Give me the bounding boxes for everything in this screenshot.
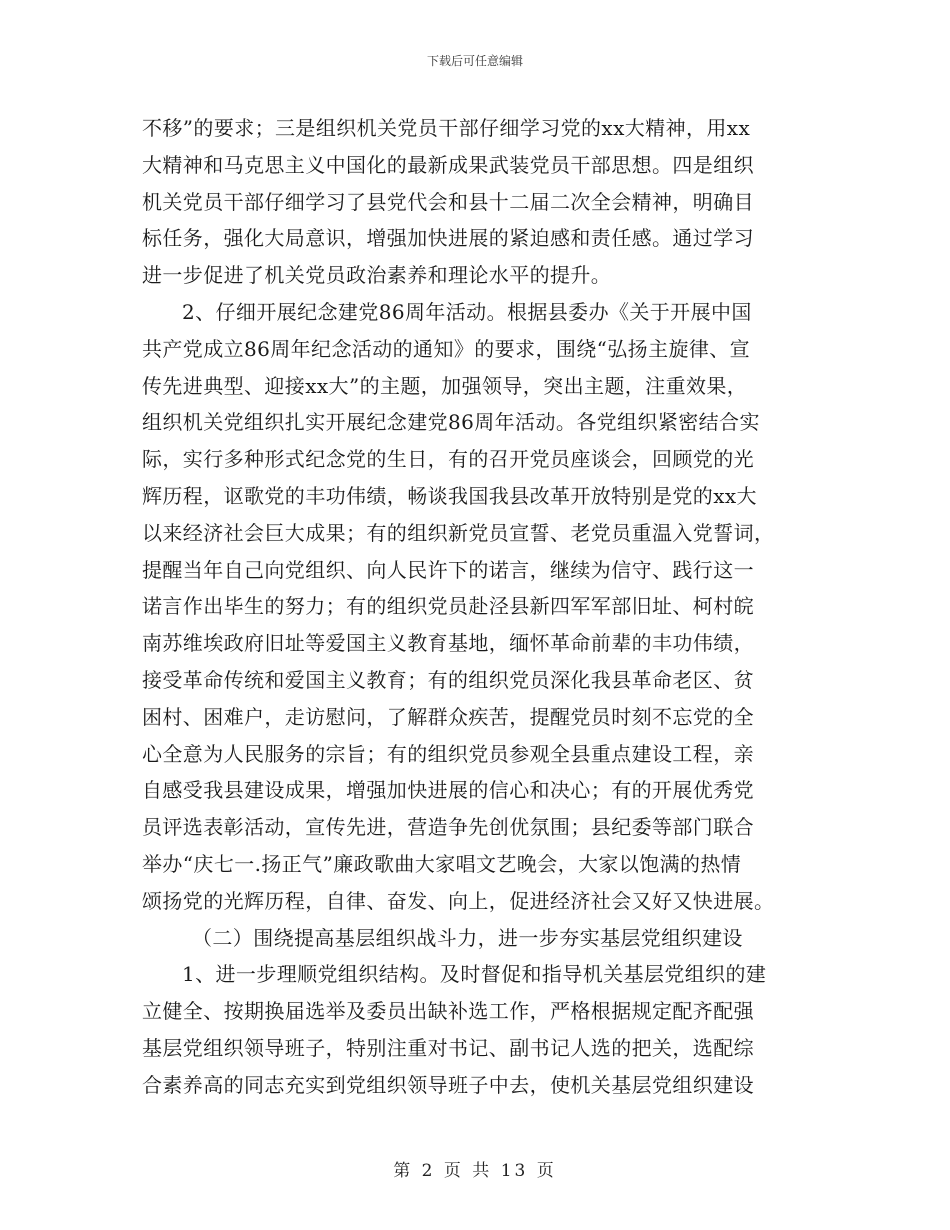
header-note: 下载后可任意编辑 — [426, 54, 523, 68]
body-line: 自感受我县建设成果，增强加快进展的信心和决心；有的开展优秀党 — [142, 778, 754, 803]
body-line: 困村、困难户，走访慰问，了解群众疾苦，提醒党员时刻不忘党的全 — [142, 704, 754, 729]
body-line: 辉历程，讴歌党的丰功伟绩，畅谈我国我县改革开放特别是党的xx大 — [142, 483, 757, 508]
body-line: 组织机关党组织扎实开展纪念建党86周年活动。各党组织紧密结合实 — [142, 410, 760, 435]
paragraph-start: 2、仔细开展纪念建党86周年活动。根据县委办《关于开展中国 — [182, 299, 752, 324]
page-number: 第 2 页 共 13 页 — [393, 1161, 557, 1181]
body-line: 诺言作出毕生的努力；有的组织党员赴泾县新四军军部旧址、柯村皖 — [142, 594, 754, 619]
body-line: 南苏维埃政府旧址等爱国主义教育基地，缅怀革命前辈的丰功伟绩， — [142, 631, 754, 656]
body-line: 进一步促进了机关党员政治素养和理论水平的提升。 — [142, 263, 612, 288]
body-line: 颂扬党的光辉历程，自律、奋发、向上，促进经济社会又好又快进展。 — [142, 888, 775, 913]
body-line: 大精神和马克思主义中国化的最新成果武装党员干部思想。四是组织 — [142, 152, 754, 177]
body-line: 心全意为人民服务的宗旨；有的组织党员参观全县重点建设工程，亲 — [142, 741, 754, 766]
body-line: 际，实行多种形式纪念党的生日，有的召开党员座谈会，回顾党的光 — [142, 447, 754, 472]
body-line: 以来经济社会巨大成果；有的组织新党员宣誓、老党员重温入党誓词， — [142, 520, 775, 545]
body-line: 合素养高的同志充实到党组织领导班子中去，使机关基层党组织建设 — [142, 1072, 754, 1097]
body-line: 接受革命传统和爱国主义教育；有的组织党员深化我县革命老区、贫 — [142, 667, 754, 692]
body-line: 传先进典型、迎接xx大”的主题，加强领导，突出主题，注重效果， — [142, 373, 748, 398]
body-line: 提醒当年自己向党组织、向人民许下的诺言，继续为信守、践行这一 — [142, 557, 754, 582]
body-line: 机关党员干部仔细学习了县党代会和县十二届二次全会精神，明确目 — [142, 189, 754, 214]
body-line: 共产党成立86周年纪念活动的通知》的要求，围绕“弘扬主旋律、宣 — [142, 336, 751, 361]
body-line: 标任务，强化大局意识，增强加快进展的紧迫感和责任感。通过学习 — [142, 226, 754, 251]
paragraph-start: 1、进一步理顺党组织结构。及时督促和指导机关基层党组织的建 — [182, 962, 767, 987]
body-line: 员评选表彰活动，宣传先进，营造争先创优氛围；县纪委等部门联合 — [142, 815, 754, 840]
section-heading: （二）围绕提高基层组织战斗力，进一步夯实基层党组织建设 — [192, 925, 743, 950]
body-line: 基层党组织领导班子，特别注重对书记、副书记人选的把关，选配综 — [142, 1035, 754, 1060]
body-line: 不移”的要求；三是组织机关党员干部仔细学习党的xx大精神，用xx — [142, 116, 751, 140]
document-body — [142, 110, 808, 1104]
body-line: 立健全、按期换届选举及委员出缺补选工作，严格根据规定配齐配强 — [142, 999, 754, 1024]
body-line: 举办“庆七一.扬正气”廉政歌曲大家唱文艺晚会，大家以饱满的热情 — [142, 851, 742, 876]
